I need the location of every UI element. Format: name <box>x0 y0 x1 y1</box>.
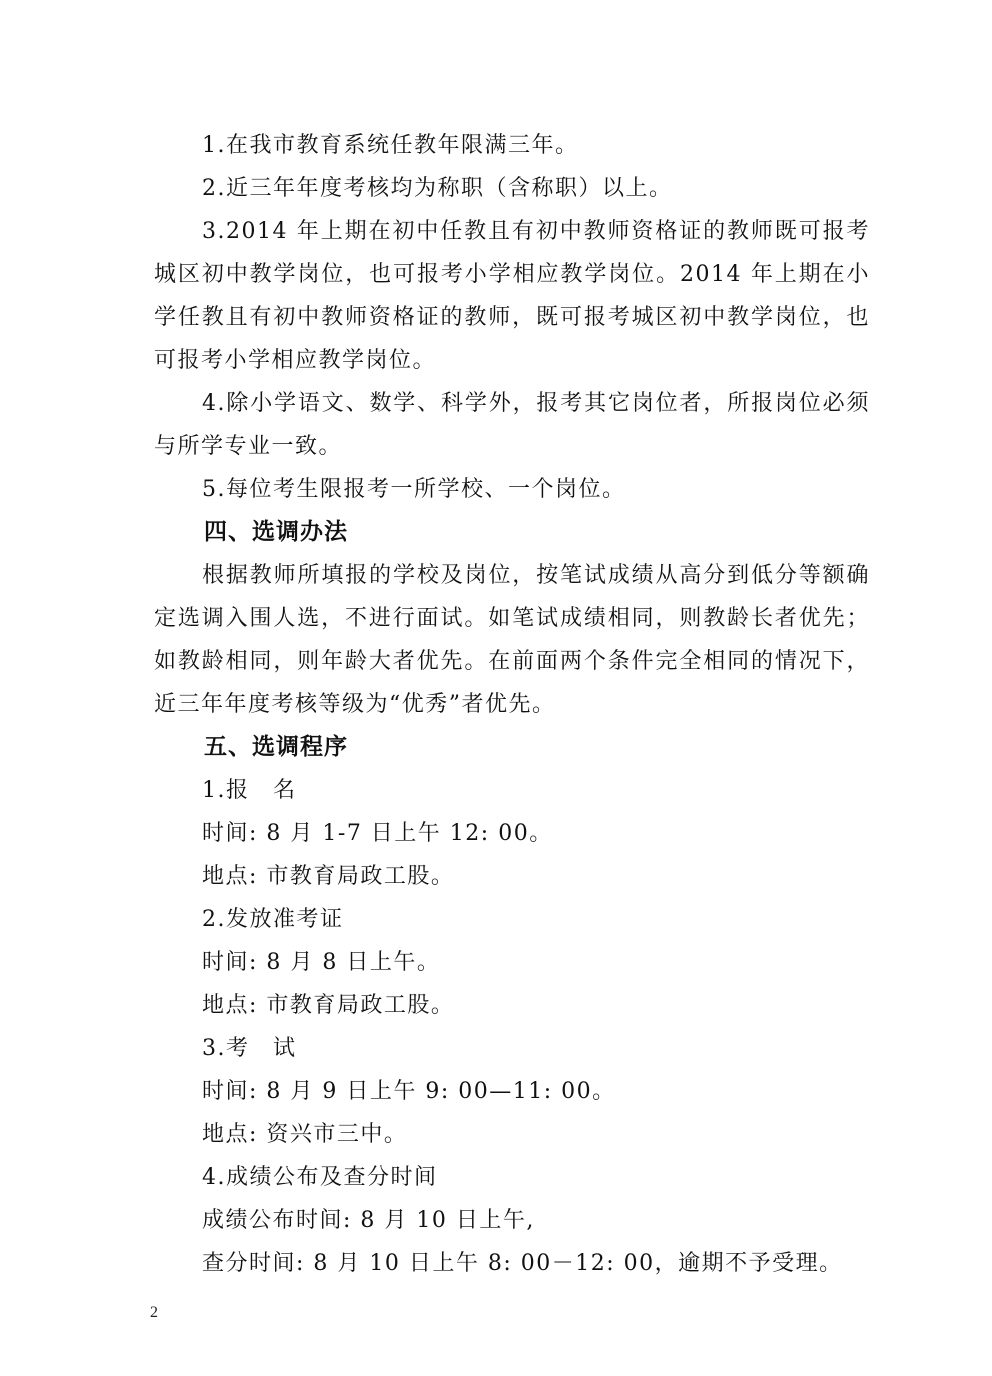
step-2-time: 时间: 8 月 8 日上午。 <box>202 950 441 975</box>
condition-1: 1.在我市教育系统任教年限满三年。 <box>202 133 579 158</box>
step-2-location: 地点: 市教育局政工股。 <box>202 993 455 1018</box>
step-3-time: 时间: 8 月 9 日上午 9: 00—11: 00。 <box>202 1079 616 1104</box>
step-1-time: 时间: 8 月 1-7 日上午 12: 00。 <box>202 821 553 846</box>
step-4-review-time: 查分时间: 8 月 10 日上午 8: 00－12: 00，逾期不予受理。 <box>202 1251 843 1276</box>
step-2-title: 2.发放准考证 <box>202 907 344 932</box>
section-5-heading: 五、选调程序 <box>204 734 348 760</box>
condition-4: 4.除小学语文、数学、科学外，报考其它岗位者，所报岗位必须与所学专业一致。 <box>154 391 870 459</box>
condition-5: 5.每位考生限报考一所学校、一个岗位。 <box>202 477 626 502</box>
section-4-heading: 四、选调办法 <box>204 519 348 545</box>
section-4-body: 根据教师所填报的学校及岗位，按笔试成绩从高分到低分等额确定选调入围人选，不进行面试。如笔试成绩相同，则教龄长者优先；如教龄相同，则年龄大者优先。在前面两个条件完全相同的情况下，近三年年度考核等级为“优秀”者优先。 <box>154 563 870 717</box>
step-1-title: 1.报 名 <box>202 778 297 803</box>
page-content <box>154 124 870 1285</box>
step-3-location: 地点: 资兴市三中。 <box>202 1122 408 1147</box>
step-4-title: 4.成绩公布及查分时间 <box>202 1165 438 1190</box>
step-1-location: 地点: 市教育局政工股。 <box>202 864 455 889</box>
step-4-publish-time: 成绩公布时间: 8 月 10 日上午, <box>202 1208 535 1233</box>
condition-2: 2.近三年年度考核均为称职（含称职）以上。 <box>202 176 673 201</box>
page-number: 2 <box>150 1304 158 1321</box>
step-3-title: 3.考 试 <box>202 1036 297 1061</box>
condition-3: 3.2014 年上期在初中任教且有初中教师资格证的教师既可报考城区初中教学岗位，也可报考小学相应教学岗位。2014 年上期在小学任教且有初中教师资格证的教师，既可报考城区初中教学岗位，也可报考小学相应教学岗位。 <box>154 219 870 373</box>
